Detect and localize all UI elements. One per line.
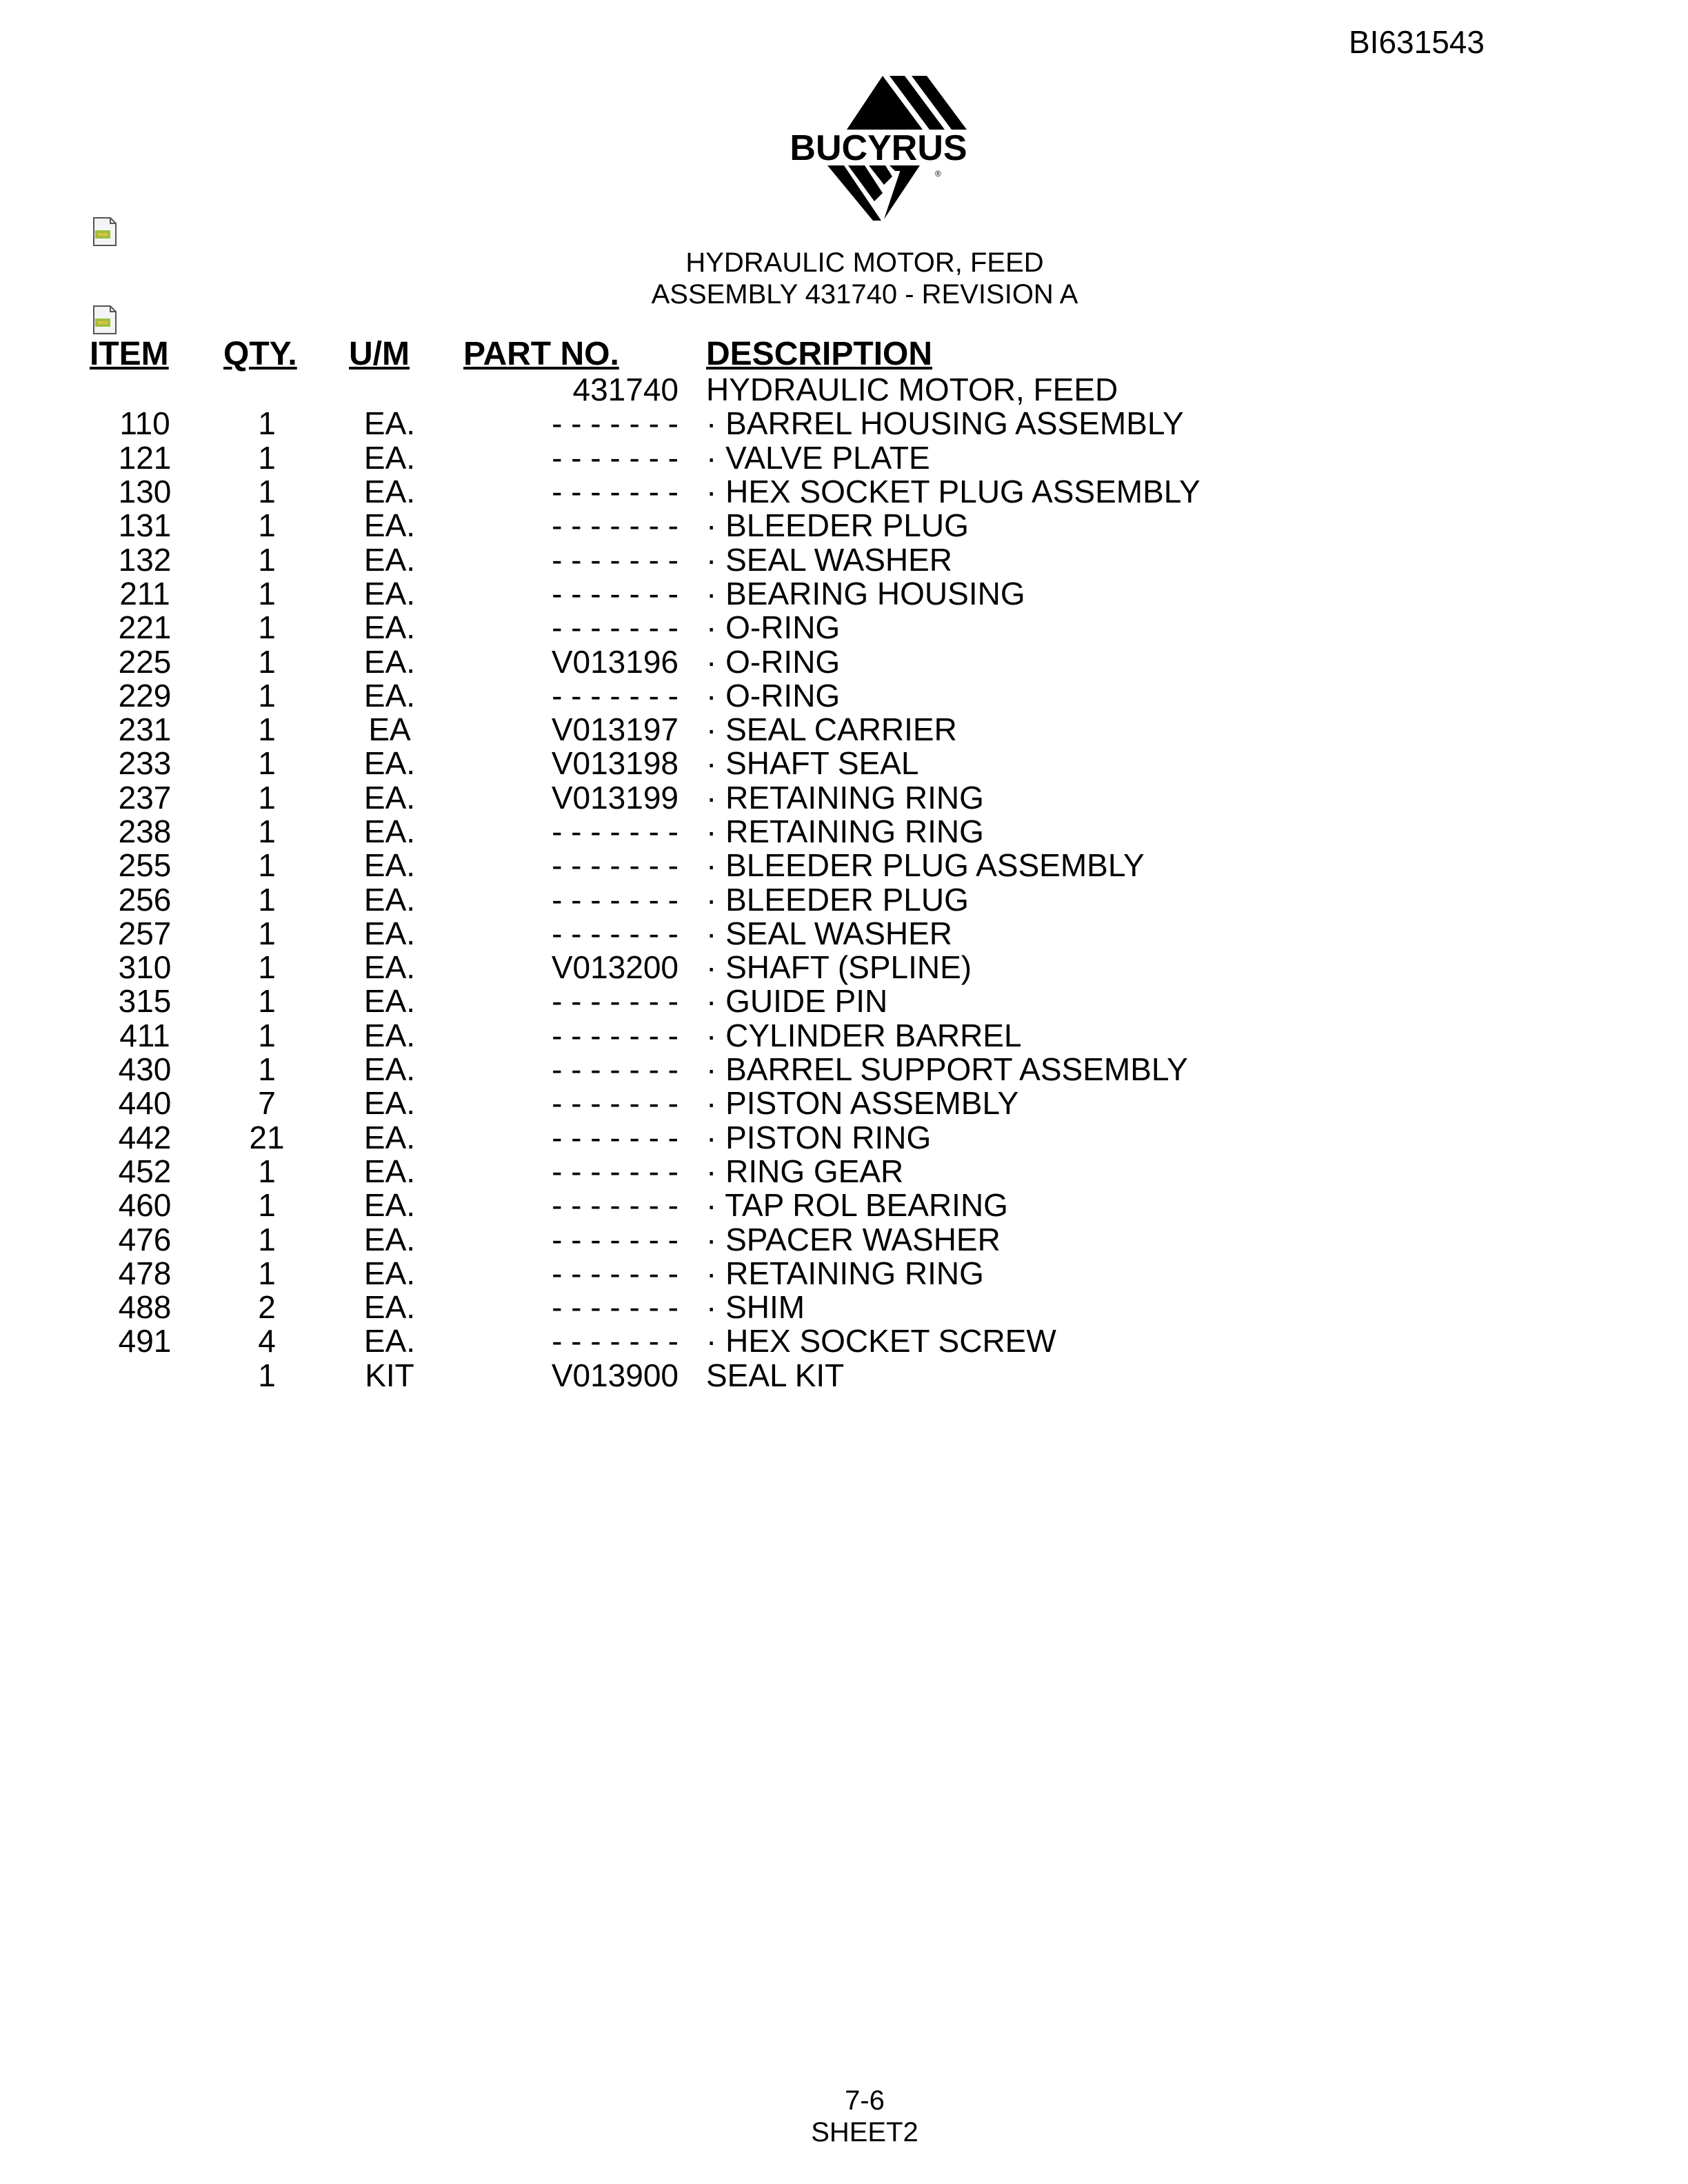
cell-um: EA. (363, 507, 416, 544)
cell-um: EA. (363, 881, 416, 918)
cell-qty: 1 (258, 405, 276, 442)
cell-part-no: - - - - - - - (552, 474, 679, 510)
cell-um: EA. (363, 643, 416, 680)
cell-qty: 1 (258, 1017, 276, 1053)
cell-description: · CYLINDER BARREL (706, 1017, 1022, 1053)
cell-um: KIT (365, 1357, 414, 1393)
cell-um: EA. (363, 677, 416, 714)
cell-qty: 7 (258, 1085, 276, 1122)
cell-item: 430 (118, 1051, 172, 1088)
cell-item: 131 (118, 507, 172, 544)
cell-item: 476 (118, 1221, 172, 1257)
cell-description: · BLEEDER PLUG ASSEMBLY (706, 847, 1145, 884)
cell-um: EA. (363, 1085, 416, 1122)
table-row (90, 407, 1200, 441)
cell-qty: 1 (258, 474, 276, 510)
cell-part-no: V013197 (551, 711, 679, 748)
table-row (90, 577, 1200, 611)
cell-qty: 1 (258, 813, 276, 849)
svg-text:®: ® (935, 169, 941, 179)
cell-item: 310 (118, 949, 172, 986)
cell-qty: 1 (258, 507, 276, 544)
cell-description: SEAL KIT (706, 1357, 845, 1393)
cell-um: EA. (363, 575, 416, 611)
cell-qty: 1 (258, 1187, 276, 1224)
cell-description: · RETAINING RING (706, 779, 984, 816)
cell-um: EA. (363, 1017, 416, 1053)
cell-qty: 1 (258, 609, 276, 646)
table-row (90, 543, 1200, 576)
cell-part-no: - - - - - - - (552, 405, 679, 442)
cell-um: EA. (363, 983, 416, 1020)
cell-um: EA. (363, 1323, 416, 1359)
cell-um: EA. (363, 1153, 416, 1189)
sheet-label: SHEET2 (811, 2117, 918, 2147)
cell-item: 411 (119, 1017, 170, 1053)
cell-qty: 4 (258, 1323, 276, 1359)
cell-part-no: - - - - - - - (552, 677, 679, 714)
cell-part-no: - - - - - - - (552, 1221, 679, 1257)
title-line-2: ASSEMBLY 431740 - REVISION A (651, 279, 1078, 310)
cell-qty (200, 373, 334, 407)
cell-qty: 1 (258, 1255, 276, 1291)
svg-text:BUCYRUS: BUCYRUS (790, 128, 967, 168)
cell-description: · HEX SOCKET PLUG ASSEMBLY (706, 474, 1200, 510)
cell-qty: 1 (258, 711, 276, 748)
cell-qty: 1 (258, 847, 276, 884)
cell-description: · O-RING (706, 677, 841, 714)
cell-description: · O-RING (706, 609, 841, 646)
table-row (90, 1155, 1200, 1189)
cell-description: · RING GEAR (706, 1153, 904, 1189)
cell-item: 121 (118, 439, 172, 476)
cell-qty: 1 (258, 643, 276, 680)
cell-qty: 1 (258, 1051, 276, 1088)
cell-qty: 1 (258, 1357, 276, 1393)
cell-item: 237 (118, 779, 172, 816)
table-row (90, 373, 1200, 407)
cell-um: EA. (363, 1255, 416, 1291)
footer (0, 2085, 1688, 2148)
cell-item: 256 (118, 881, 172, 918)
table-row (90, 1324, 1200, 1358)
cell-part-no: - - - - - - - (552, 439, 679, 476)
cell-part-no: - - - - - - - (552, 1051, 679, 1088)
table-row (90, 475, 1200, 509)
cell-part-no: - - - - - - - (552, 1187, 679, 1224)
table-row (90, 882, 1200, 916)
table-row (90, 509, 1200, 543)
cell-part-no: 431740 (572, 372, 679, 408)
cell-qty: 1 (258, 439, 276, 476)
cell-description: · SHAFT SEAL (706, 745, 919, 782)
cell-part-no: V013200 (551, 949, 679, 986)
cell-um: EA. (363, 1221, 416, 1257)
cell-um: EA. (363, 405, 416, 442)
cell-description: · GUIDE PIN (706, 983, 888, 1020)
cell-part-no: - - - - - - - (552, 813, 679, 849)
table-row (90, 1019, 1200, 1053)
cell-part-no: - - - - - - - (552, 609, 679, 646)
document-icon[interactable] (91, 305, 119, 335)
table-row (90, 1121, 1200, 1155)
table-row (90, 815, 1200, 849)
cell-um: EA. (363, 847, 416, 884)
cell-um: EA. (363, 745, 416, 782)
cell-qty: 1 (258, 1153, 276, 1189)
cell-um: EA. (363, 1289, 416, 1326)
cell-item: 460 (118, 1187, 172, 1224)
cell-item: 229 (118, 677, 172, 714)
page-number: 7-6 (845, 2085, 885, 2116)
column-header-description: DESCRIPTION (706, 336, 933, 372)
cell-qty: 1 (258, 677, 276, 714)
cell-item: 491 (118, 1323, 172, 1359)
column-header-part-no: PART NO. (463, 336, 619, 372)
table-row (90, 1222, 1200, 1256)
cell-um: EA. (363, 609, 416, 646)
table-row (90, 713, 1200, 747)
cell-part-no: - - - - - - - (552, 983, 679, 1020)
cell-qty: 1 (258, 779, 276, 816)
cell-um (334, 373, 445, 407)
cell-part-no: - - - - - - - (552, 541, 679, 578)
cell-part-no: - - - - - - - (552, 881, 679, 918)
cell-part-no: V013900 (551, 1357, 679, 1393)
cell-part-no: - - - - - - - (552, 915, 679, 951)
parts-table-body (90, 373, 1200, 1393)
cell-item: 488 (118, 1289, 172, 1326)
cell-item: 255 (118, 847, 172, 884)
cell-description: · RETAINING RING (706, 1255, 984, 1291)
cell-description: · BARREL SUPPORT ASSEMBLY (706, 1051, 1188, 1088)
cell-part-no: - - - - - - - (552, 1017, 679, 1053)
cell-part-no: - - - - - - - (552, 1085, 679, 1122)
title-block (0, 247, 1688, 310)
cell-description: · BLEEDER PLUG (706, 507, 969, 544)
cell-um: EA. (363, 949, 416, 986)
cell-part-no: - - - - - - - (552, 507, 679, 544)
cell-description: · BEARING HOUSING (706, 575, 1025, 611)
cell-qty: 1 (258, 575, 276, 611)
cell-item: 231 (118, 711, 172, 748)
table-row (90, 1053, 1200, 1086)
bucyrus-logo (764, 76, 998, 221)
cell-description: · SHIM (706, 1289, 805, 1326)
cell-item: 132 (118, 541, 172, 578)
cell-item: 442 (118, 1119, 172, 1155)
column-header-item: ITEM (90, 336, 169, 372)
cell-qty: 1 (258, 745, 276, 782)
cell-qty: 1 (258, 983, 276, 1020)
cell-qty: 2 (258, 1289, 276, 1326)
cell-item: 315 (118, 983, 172, 1020)
cell-item (90, 1359, 200, 1393)
table-row (90, 1189, 1200, 1222)
cell-item: 452 (118, 1153, 172, 1189)
cell-item: 221 (118, 609, 172, 646)
cell-item: 257 (118, 915, 172, 951)
cell-part-no: - - - - - - - (552, 1153, 679, 1189)
cell-qty: 1 (258, 1221, 276, 1257)
table-row (90, 917, 1200, 951)
cell-item: 238 (118, 813, 172, 849)
cell-um: EA (368, 711, 411, 748)
cell-part-no: V013196 (551, 643, 679, 680)
cell-um: EA. (363, 915, 416, 951)
cell-qty: 1 (258, 915, 276, 951)
cell-description: · SEAL CARRIER (706, 711, 957, 748)
cell-description: · PISTON RING (706, 1119, 932, 1155)
cell-description: · HEX SOCKET SCREW (706, 1323, 1056, 1359)
cell-item: 130 (118, 474, 172, 510)
cell-item: 478 (118, 1255, 172, 1291)
cell-description: · SPACER WASHER (706, 1221, 1001, 1257)
cell-item: 225 (118, 643, 172, 680)
cell-part-no: - - - - - - - (552, 1323, 679, 1359)
cell-um: EA. (363, 779, 416, 816)
cell-description: · VALVE PLATE (706, 439, 930, 476)
table-row (90, 984, 1200, 1018)
column-header-qty: QTY. (223, 336, 297, 372)
table-row (90, 1359, 1200, 1393)
cell-description: · RETAINING RING (706, 813, 984, 849)
cell-part-no: - - - - - - - (552, 575, 679, 611)
table-row (90, 611, 1200, 645)
cell-part-no: - - - - - - - (552, 1289, 679, 1326)
cell-description: · SHAFT (SPLINE) (706, 949, 972, 986)
cell-um: EA. (363, 1119, 416, 1155)
cell-qty: 1 (258, 541, 276, 578)
cell-um: EA. (363, 474, 416, 510)
table-row (90, 951, 1200, 984)
title-line-1: HYDRAULIC MOTOR, FEED (685, 247, 1044, 278)
table-row (90, 1086, 1200, 1120)
cell-description: HYDRAULIC MOTOR, FEED (706, 372, 1118, 408)
cell-part-no: - - - - - - - (552, 1255, 679, 1291)
cell-um: EA. (363, 541, 416, 578)
table-row (90, 679, 1200, 713)
cell-item: 233 (118, 745, 172, 782)
table-row (90, 849, 1200, 882)
parts-table (90, 335, 1200, 1393)
cell-part-no: V013198 (551, 745, 679, 782)
cell-description: · SEAL WASHER (706, 915, 952, 951)
cell-item: 440 (118, 1085, 172, 1122)
cell-part-no: V013199 (551, 779, 679, 816)
cell-um: EA. (363, 813, 416, 849)
cell-description: · O-RING (706, 643, 841, 680)
cell-item: 110 (119, 405, 170, 442)
column-header-um: U/M (349, 336, 410, 372)
table-row (90, 781, 1200, 815)
cell-part-no: - - - - - - - (552, 1119, 679, 1155)
cell-qty: 1 (258, 949, 276, 986)
cell-um: EA. (363, 1051, 416, 1088)
cell-qty: 1 (258, 881, 276, 918)
table-row (90, 645, 1200, 678)
cell-um: EA. (363, 1187, 416, 1224)
cell-qty: 21 (249, 1119, 285, 1155)
cell-description: · SEAL WASHER (706, 541, 952, 578)
cell-description: · BARREL HOUSING ASSEMBLY (706, 405, 1184, 442)
cell-description: · PISTON ASSEMBLY (706, 1085, 1019, 1122)
document-number: BI631543 (1349, 24, 1485, 60)
cell-part-no: - - - - - - - (552, 847, 679, 884)
document-icon[interactable] (91, 216, 119, 247)
cell-item: 211 (119, 575, 170, 611)
cell-um: EA. (363, 439, 416, 476)
table-header-row (90, 335, 1200, 373)
cell-description: · TAP ROL BEARING (706, 1187, 1008, 1224)
table-row (90, 747, 1200, 780)
cell-item (90, 373, 200, 407)
table-row (90, 1257, 1200, 1291)
table-row (90, 1291, 1200, 1324)
table-row (90, 441, 1200, 475)
cell-description: · BLEEDER PLUG (706, 881, 969, 918)
